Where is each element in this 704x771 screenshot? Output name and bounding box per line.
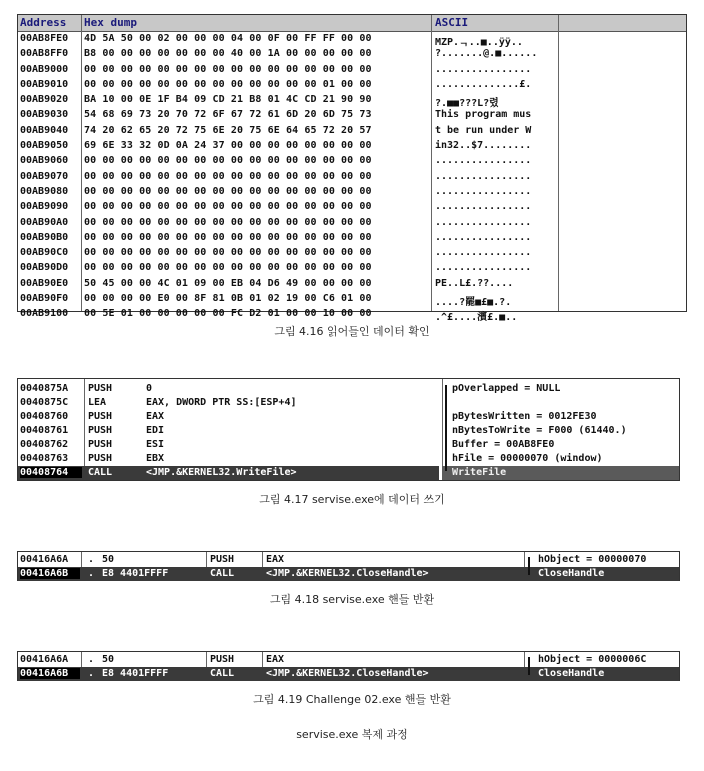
hex-ascii: ................ [435,63,532,75]
hex-bytes: 00 00 00 00 00 00 00 00 00 00 00 00 00 00 00 00 [84,262,372,274]
hex-address: 00AB9020 [20,94,69,106]
hex-ascii: ................ [435,185,532,197]
hex-address: 00AB9070 [20,170,69,182]
hex-address: 00AB90C0 [20,247,69,259]
hex-bytes: 00 00 00 00 00 00 00 00 00 00 00 00 00 00 00 00 [84,170,372,182]
hex-dump-header [18,15,686,32]
hex-row[interactable] [18,108,686,123]
instruction-operand: EAX [146,411,165,422]
hex-address: 00AB9040 [20,124,69,136]
instruction-marker: . [88,668,95,679]
disasm-comment [442,424,679,438]
hex-row[interactable] [18,307,686,322]
instruction-opcode: PUSH [88,439,113,450]
instruction-address: 00408763 [20,453,69,464]
hex-ascii: .^£....濱£.■.. [435,312,518,324]
instruction-operand: <JMP.&KERNEL32.WriteFile> [146,467,297,478]
instruction-opcode: PUSH [88,425,113,436]
hex-address: 00AB9030 [20,109,69,121]
hex-ascii: ................ [435,201,532,213]
instruction-opcode: LEA [88,397,107,408]
instruction-address: 0040875A [20,383,69,394]
disasm-row[interactable] [18,667,679,681]
instruction-operand: ESI [146,439,165,450]
instruction-address: 00408762 [20,439,69,450]
caption-4-16: 그림 4.16 읽어들인 데이터 확인 [274,325,430,338]
hex-ascii: ................ [435,170,532,182]
disasm-comment [442,396,679,410]
hex-row[interactable] [18,185,686,200]
instruction-opcode: CALL [210,668,235,679]
hex-ascii: ................ [435,262,532,274]
hex-row[interactable] [18,231,686,246]
hex-ascii: ................ [435,155,532,167]
caption-4-17: 그림 4.17 servise.exe에 데이터 쓰기 [259,493,445,506]
disasm-row[interactable] [18,424,439,438]
closehandle-panel-1 [17,551,680,581]
hex-bytes: 4D 5A 50 00 02 00 00 00 04 00 0F 00 FF FF 00 00 [84,33,372,44]
instruction-address: 00416A6A [20,654,69,665]
instruction-comment: hObject = 0000006C [538,654,647,665]
instruction-address: 00416A6B [20,568,80,579]
disasm-row[interactable] [18,438,439,452]
hex-row[interactable] [18,139,686,154]
disasm-comment [442,438,679,452]
hex-row[interactable] [18,216,686,231]
disasm-row[interactable] [18,410,439,424]
instruction-marker: . [88,554,95,565]
instruction-address: 0040875C [20,397,69,408]
hex-ascii: ?.......@.■...... [435,48,538,60]
hex-ascii: ..............£. [435,78,532,90]
hex-bytes: 00 00 00 00 00 00 00 00 00 00 00 00 00 01 00 00 [84,78,372,90]
instruction-opcode: PUSH [88,383,113,394]
hex-ascii: This program mus [435,109,532,121]
disasm-comment [442,452,679,466]
disasm-comment [442,382,679,396]
instruction-address: 00408760 [20,411,69,422]
hex-address: 00AB9090 [20,201,69,213]
instruction-operand: <JMP.&KERNEL32.CloseHandle> [266,668,429,679]
instruction-operand: EBX [146,453,165,464]
instruction-bytes: 50 [102,554,115,565]
hex-column-header[interactable]: Hex dump [84,16,137,29]
hex-dump-rows [18,32,686,323]
closehandle-panel-2 [17,651,680,681]
hex-bytes: 69 6E 33 32 0D 0A 24 37 00 00 00 00 00 00 00 00 [84,140,372,152]
hex-bytes: 54 68 69 73 20 70 72 6F 67 72 61 6D 20 6D 75 73 [84,109,372,121]
instruction-operand: EAX [266,654,285,665]
instruction-operand: 0 [146,383,153,394]
disasm-row[interactable] [18,466,439,480]
hex-ascii: ....?罷■£■.?. [435,297,512,309]
instruction-marker: . [88,654,95,665]
comment-text: pOverlapped = NULL [452,383,561,394]
hex-bytes: 74 20 62 65 20 72 75 6E 20 75 6E 64 65 72 20 57 [84,124,372,136]
hex-address: 00AB90D0 [20,262,69,274]
hex-dump-panel [17,14,687,324]
instruction-opcode: CALL [210,568,235,579]
hex-bytes: BA 10 00 0E 1F B4 09 CD 21 B8 01 4C CD 21 90 90 [84,94,372,106]
caption-4-19: 그림 4.19 Challenge 02.exe 핸들 반환 [253,693,451,706]
hex-address: 00AB9000 [20,63,69,75]
address-column-header[interactable]: Address [20,16,67,29]
comment-text: nBytesToWrite = F000 (61440.) [452,425,627,436]
hex-bytes: 00 5E 01 00 00 00 00 00 FC D2 01 00 00 10 00 00 [84,308,372,320]
hex-row[interactable] [18,200,686,215]
disasm-row[interactable] [18,396,439,410]
instruction-operand: EAX, DWORD PTR SS:[ESP+4] [146,397,297,408]
hex-row[interactable] [18,246,686,261]
instruction-bytes: 50 [102,654,115,665]
hex-row[interactable] [18,32,686,47]
comment-text: Buffer = 00AB8FE0 [452,439,555,450]
hex-row[interactable] [18,63,686,78]
instruction-address: 00408761 [20,425,69,436]
hex-bytes: 50 45 00 00 4C 01 09 00 EB 04 D6 49 00 00 00 00 [84,277,372,289]
hex-address: 00AB9050 [20,140,69,152]
hex-address: 00AB9080 [20,185,69,197]
hex-row[interactable] [18,124,686,139]
hex-bytes: 00 00 00 00 00 00 00 00 00 00 00 00 00 00 00 00 [84,201,372,213]
comment-text: pBytesWritten = 0012FE30 [452,411,597,422]
args-bracket [445,385,452,471]
disasm-row[interactable] [18,567,679,581]
hex-address: 00AB90E0 [20,277,69,289]
instruction-address: 00408764 [20,467,82,478]
hex-row[interactable] [18,47,686,62]
hex-bytes: 00 00 00 00 E0 00 8F 81 0B 01 02 19 00 C6 01 00 [84,293,372,305]
instruction-comment: hObject = 00000070 [538,554,647,565]
hex-bytes: 00 00 00 00 00 00 00 00 00 00 00 00 00 00 00 00 [84,231,372,243]
instruction-operand: EDI [146,425,165,436]
instruction-operand: EAX [266,554,285,565]
hex-row[interactable] [18,78,686,93]
hex-ascii: ................ [435,216,532,228]
hex-address: 00AB90B0 [20,231,69,243]
hex-ascii: t be run under W [435,124,532,136]
hex-ascii: ................ [435,231,532,243]
hex-ascii: PE..L£.??.... [435,277,514,289]
instruction-comment: CloseHandle [538,668,605,679]
hex-ascii: ................ [435,247,532,259]
hex-address: 00AB9060 [20,155,69,167]
hex-address: 00AB9100 [20,308,69,320]
hex-address: 00AB90A0 [20,216,69,228]
disasm-row[interactable] [18,382,439,396]
comment-text: hFile = 00000070 (window) [452,453,603,464]
instruction-bytes: E8 4401FFFF [102,668,169,679]
hex-address: 00AB8FE0 [20,33,69,44]
hex-row[interactable] [18,292,686,307]
hex-bytes: 00 00 00 00 00 00 00 00 00 00 00 00 00 00 00 00 [84,247,372,259]
hex-bytes: 00 00 00 00 00 00 00 00 00 00 00 00 00 00 00 00 [84,185,372,197]
disasm-row[interactable] [18,452,439,466]
hex-bytes: B8 00 00 00 00 00 00 00 40 00 1A 00 00 00 00 00 [84,48,372,60]
instruction-marker: . [88,568,95,579]
hex-address: 00AB9010 [20,78,69,90]
hex-row[interactable] [18,277,686,292]
ascii-column-header[interactable]: ASCII [435,16,469,29]
instruction-opcode: PUSH [88,411,113,422]
instruction-operand: <JMP.&KERNEL32.CloseHandle> [266,568,429,579]
hex-ascii: MZP.ᆨ..■..ÿÿ.. [435,37,523,48]
hex-bytes: 00 00 00 00 00 00 00 00 00 00 00 00 00 00 00 00 [84,63,372,75]
hex-row[interactable] [18,261,686,276]
hex-row[interactable] [18,170,686,185]
disasm-comment [442,466,679,480]
hex-bytes: 00 00 00 00 00 00 00 00 00 00 00 00 00 00 00 00 [84,155,372,167]
hex-address: 00AB90F0 [20,293,69,305]
instruction-opcode: PUSH [210,654,235,665]
instruction-address: 00416A6A [20,554,69,565]
section-footer: servise.exe 복제 과정 [296,728,408,741]
args-bracket [528,657,535,675]
hex-row[interactable] [18,93,686,108]
instruction-comment: CloseHandle [538,568,605,579]
instruction-opcode: PUSH [88,453,113,464]
disasm-panel [17,378,680,481]
instruction-opcode: PUSH [210,554,235,565]
instruction-address: 00416A6B [20,668,80,679]
disasm-comment [442,410,679,424]
args-bracket [528,557,535,575]
hex-ascii: in32..$7........ [435,140,532,152]
hex-ascii: ?.■■???L?렸 [435,98,499,110]
disasm-row[interactable] [18,653,679,667]
caption-4-18: 그림 4.18 servise.exe 핸들 반환 [269,593,435,606]
instruction-opcode: CALL [88,467,113,478]
disasm-row[interactable] [18,553,679,567]
hex-row[interactable] [18,154,686,169]
comment-text: WriteFile [452,467,507,478]
instruction-bytes: E8 4401FFFF [102,568,169,579]
hex-address: 00AB8FF0 [20,48,69,60]
hex-bytes: 00 00 00 00 00 00 00 00 00 00 00 00 00 00 00 00 [84,216,372,228]
